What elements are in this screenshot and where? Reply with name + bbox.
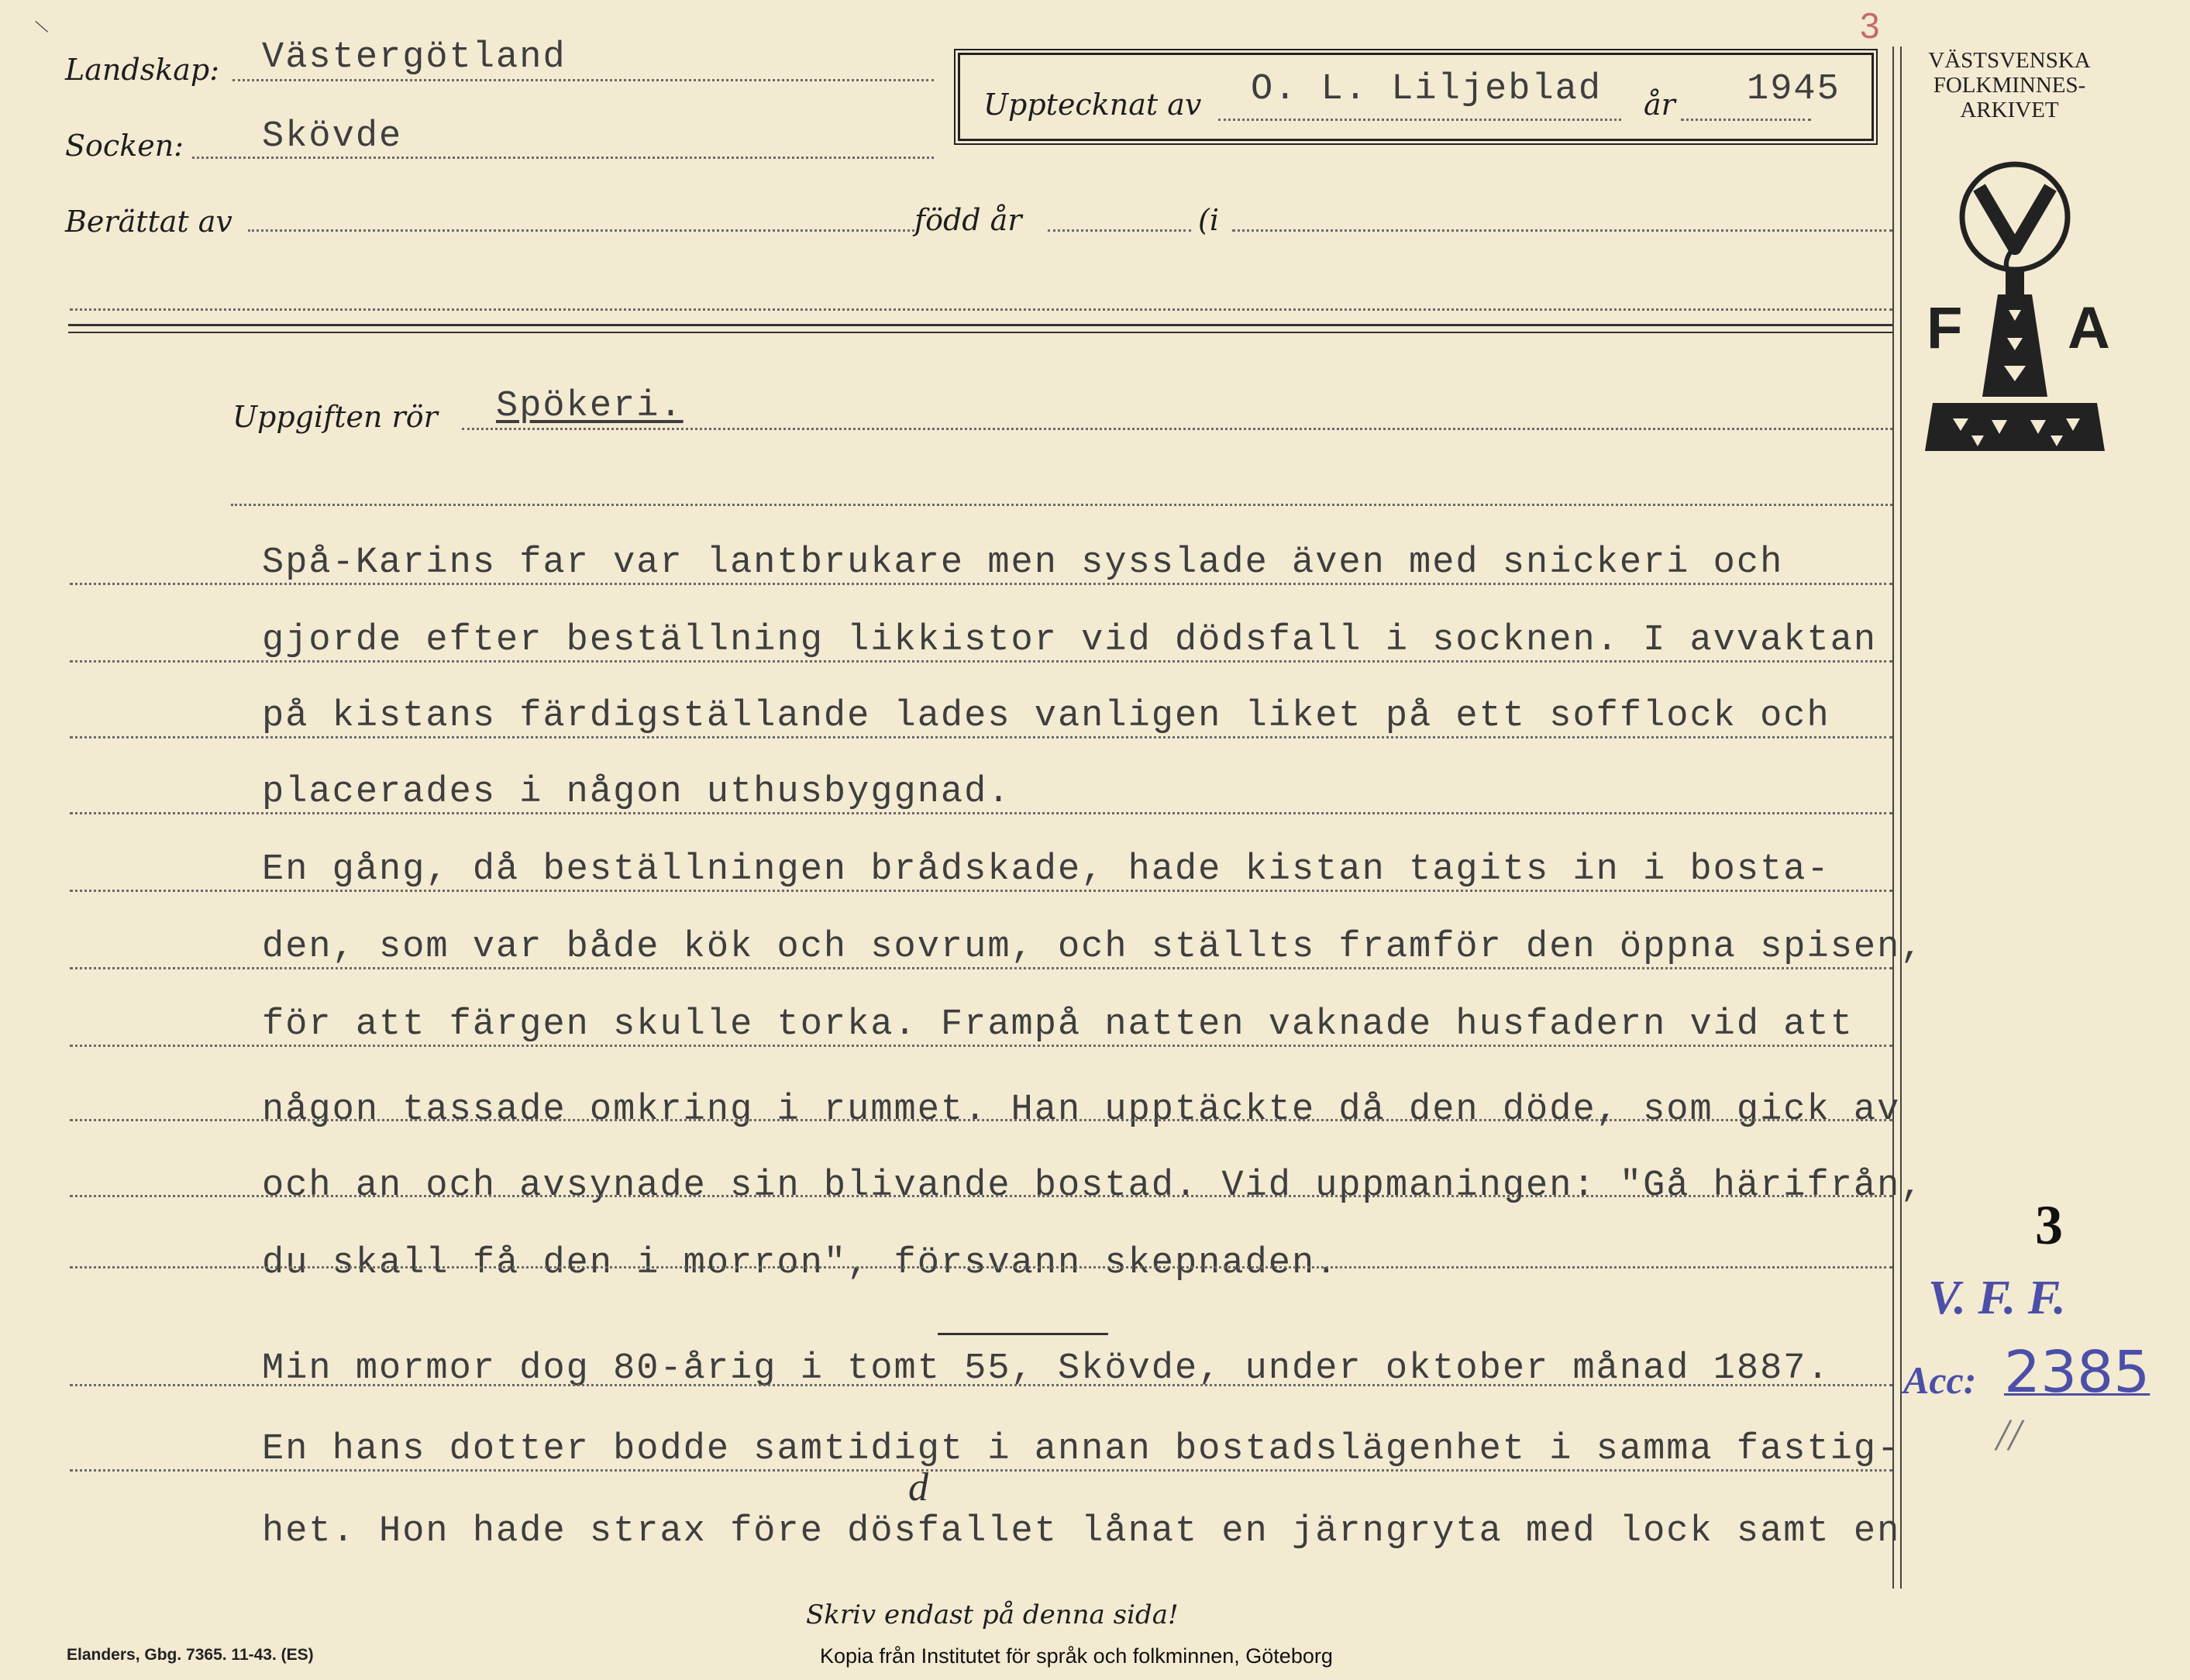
subject-dotted-line <box>462 428 1892 430</box>
subject-value: Spökeri. <box>496 386 684 427</box>
subject-label: Uppgiften rör <box>232 400 438 434</box>
stamp-vff: V. F. F. <box>1928 1272 2066 1324</box>
upptecknat-value: O. L. Liljeblad <box>1251 69 1603 110</box>
footer-instruction: Skriv endast på denna sida! <box>806 1599 1179 1630</box>
body-rule-6 <box>70 967 1892 969</box>
margin-rule-2 <box>1900 46 1902 1589</box>
body-rule-5 <box>70 890 1892 892</box>
body-line-2: gjorde efter beställning likkistor vid dödsfall i socknen. I avvaktan <box>262 620 1878 661</box>
logo-letter-left: F <box>1927 295 1963 361</box>
body-line-11: Min mormor dog 80-årig i tomt 55, Skövde, under oktober månad 1887. <box>262 1348 1830 1389</box>
body-line-13: het. Hon hade strax före dösfallet lånat en järngryta med lock samt en <box>262 1511 1901 1552</box>
stamp-number: 3 <box>2035 1194 2063 1256</box>
body-rule-2 <box>70 660 1892 663</box>
body-line-7: för att färgen skulle torka. Frampå natten vaknade husfadern vid att <box>262 1004 1854 1045</box>
section-divider <box>938 1333 1108 1335</box>
header-rule-bottom <box>68 332 1892 333</box>
body-line-10: du skall få den i morron", försvann skepnaden. <box>262 1243 1339 1284</box>
landskap-value: Västergötland <box>262 37 566 78</box>
ar-label: år <box>1644 88 1675 122</box>
i-label: (i <box>1198 203 1219 237</box>
body-rule-12 <box>70 1469 1892 1472</box>
body-line-4: placerades i någon uthusbyggnad. <box>262 772 1011 813</box>
body-rule-11 <box>70 1384 1892 1386</box>
margin-mark: \ <box>33 14 51 40</box>
stamp-acc-label: Acc: <box>1903 1358 1977 1402</box>
handwritten-correction: d <box>908 1465 928 1510</box>
body-rule-9 <box>70 1195 1892 1197</box>
body-line-5: En gång, då beställningen brådskade, hade kistan tagits in i bosta- <box>262 849 1830 890</box>
body-line-12: En hans dotter bodde samtidigt i annan bostadslägenhet i samma fastig- <box>262 1429 1901 1470</box>
body-rule-7 <box>70 1045 1892 1047</box>
subject-extra-dotted-line <box>231 504 1892 506</box>
berattat-dotted-line <box>248 229 914 232</box>
landskap-label: Landskap: <box>65 53 219 87</box>
body-line-8: någon tassade omkring i rummet. Han upptäckte då den döde, som gick av <box>262 1090 1901 1131</box>
margin-rule-1 <box>1892 46 1894 1589</box>
socken-label: Socken: <box>65 129 184 163</box>
i-dotted-line <box>1232 229 1892 232</box>
body-line-3: på kistans färdigställande lades vanligen liket på ett sofflock och <box>262 696 1830 737</box>
archive-line-1: VÄSTSVENSKA <box>1928 48 2091 73</box>
body-line-9: och an och avsynade sin blivande bostad. Vid uppmaningen: "Gå härifrån, <box>262 1165 1924 1207</box>
archive-line-3: ARKIVET <box>1960 98 2059 122</box>
body-line-6: den, som var både kök och sovrum, och ställts framför den öppna spisen, <box>262 927 1924 968</box>
archive-name <box>1905 48 2114 122</box>
socken-dotted-line <box>192 157 934 159</box>
landskap-dotted-line <box>232 79 934 81</box>
body-rule-8 <box>70 1119 1892 1121</box>
ar-value: 1945 <box>1747 69 1840 110</box>
body-rule-4 <box>70 812 1892 814</box>
pencil-mark: // <box>1996 1410 2022 1460</box>
logo-letter-right: A <box>2068 295 2110 361</box>
body-rule-1 <box>70 583 1892 585</box>
upptecknat-dotted-line <box>1218 119 1621 121</box>
header-rule-top <box>68 324 1892 326</box>
ar-dotted-line <box>1681 119 1811 121</box>
archive-line-2: FOLKMINNES- <box>1933 73 2086 98</box>
recorder-box <box>958 53 1874 141</box>
socken-value: Skövde <box>262 116 403 157</box>
upptecknat-label: Upptecknat av <box>983 88 1202 122</box>
printer-imprint: Elanders, Gbg. 7365. 11-43. (ES) <box>67 1646 314 1664</box>
copy-notice: Kopia från Institutet för språk och folkminnen, Göteborg <box>820 1644 1333 1668</box>
stamp-acc-number: 2385 <box>2004 1339 2150 1406</box>
body-rule-3 <box>70 736 1892 738</box>
fodd-dotted-line <box>1048 229 1191 232</box>
body-rule-10 <box>70 1266 1892 1269</box>
extra-dotted-line <box>70 308 1892 311</box>
fodd-label: född år <box>914 203 1022 237</box>
corner-page-number: 3 <box>1860 5 1880 46</box>
berattat-label: Berättat av <box>65 205 232 239</box>
body-line-1: Spå-Karins far var lantbrukare men sysslade även med snickeri och <box>262 542 1784 584</box>
